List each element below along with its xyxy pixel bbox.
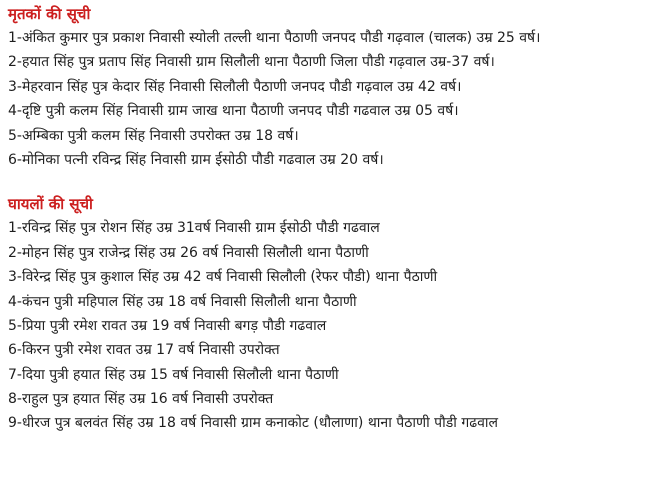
- injured-list-item: 9-धीरज पुत्र बलवंत सिंह उम्र 18 वर्ष निवासी ग्राम कनाकोट (धौलाणा) थाना पैठाणी पौडी गढवाल: [8, 415, 498, 432]
- injured-list-item: 4-कंचन पुत्री महिपाल सिंह उम्र 18 वर्ष निवासी सिलौली थाना पैठाणी: [8, 293, 357, 310]
- injured-list-item: 8-राहुल पुत्र हयात सिंह उम्र 16 वर्ष निवासी उपरोक्त: [8, 391, 274, 408]
- deceased-list-item: 1-अंकित कुमार पुत्र प्रकाश निवासी स्योली तल्ली थाना पैठाणी जनपद पौडी गढ़वाल (चालक) उम्र 25 वर्ष।: [8, 30, 541, 46]
- injured-list-item: 5-प्रिया पुत्री रमेश रावत उम्र 19 वर्ष निवासी बगड़ पौडी गढवाल: [8, 317, 327, 334]
- injured-list-item: 2-मोहन सिंह पुत्र राजेन्द्र सिंह उम्र 26 वर्ष निवासी सिलौली थाना पैठाणी: [8, 244, 369, 261]
- injured-list: [8, 219, 657, 439]
- injured-list-item: 7-दिया पुत्री हयात सिंह उम्र 15 वर्ष निवासी सिलौली थाना पैठाणी: [8, 366, 339, 383]
- deceased-list-item: 2-हयात सिंह पुत्र प्रताप सिंह निवासी ग्राम सिलौली थाना पैठाणी जिला पौडी गढ़वाल उम्र-37 वर्ष।: [8, 54, 495, 71]
- injured-list-title: घायलों की सूची: [8, 195, 93, 214]
- injured-list-item: 1-रविन्द्र सिंह पुत्र रोशन सिंह उम्र 31वर्ष निवासी ग्राम ईसोठी पौडी गढवाल: [8, 220, 380, 237]
- deceased-list-item: 4-दृष्टि पुत्री कलम सिंह निवासी ग्राम जाख थाना पैठाणी जनपद पौडी गढवाल उम्र 05 वर्ष।: [8, 103, 459, 120]
- deceased-list-item: 6-मोनिका पत्नी रविन्द्र सिंह निवासी ग्राम ईसोठी पौडी गढवाल उम्र 20 वर्ष।: [8, 151, 384, 168]
- deceased-section: [8, 4, 657, 175]
- injured-section: [8, 194, 657, 439]
- deceased-list: [8, 29, 657, 175]
- deceased-list-item: 5-अम्बिका पुत्री कलम सिंह निवासी उपरोक्त उम्र 18 वर्ष।: [8, 127, 299, 144]
- section-spacer: [8, 175, 657, 194]
- injured-list-item: 3-विरेन्द्र सिंह पुत्र कुशाल सिंह उम्र 42 वर्ष निवासी सिलौली (रेफर पौडी) थाना पैठाणी: [8, 269, 438, 286]
- deceased-list-title: मृतकों की सूची: [8, 5, 91, 23]
- deceased-list-item: 3-मेहरवान सिंह पुत्र केदार सिंह निवासी सिलौली पैठाणी जनपद पौडी गढ़वाल उम्र 42 वर्ष।: [8, 78, 462, 95]
- injured-list-item: 6-किरन पुत्री रमेश रावत उम्र 17 वर्ष निवासी उपरोक्त: [8, 342, 280, 359]
